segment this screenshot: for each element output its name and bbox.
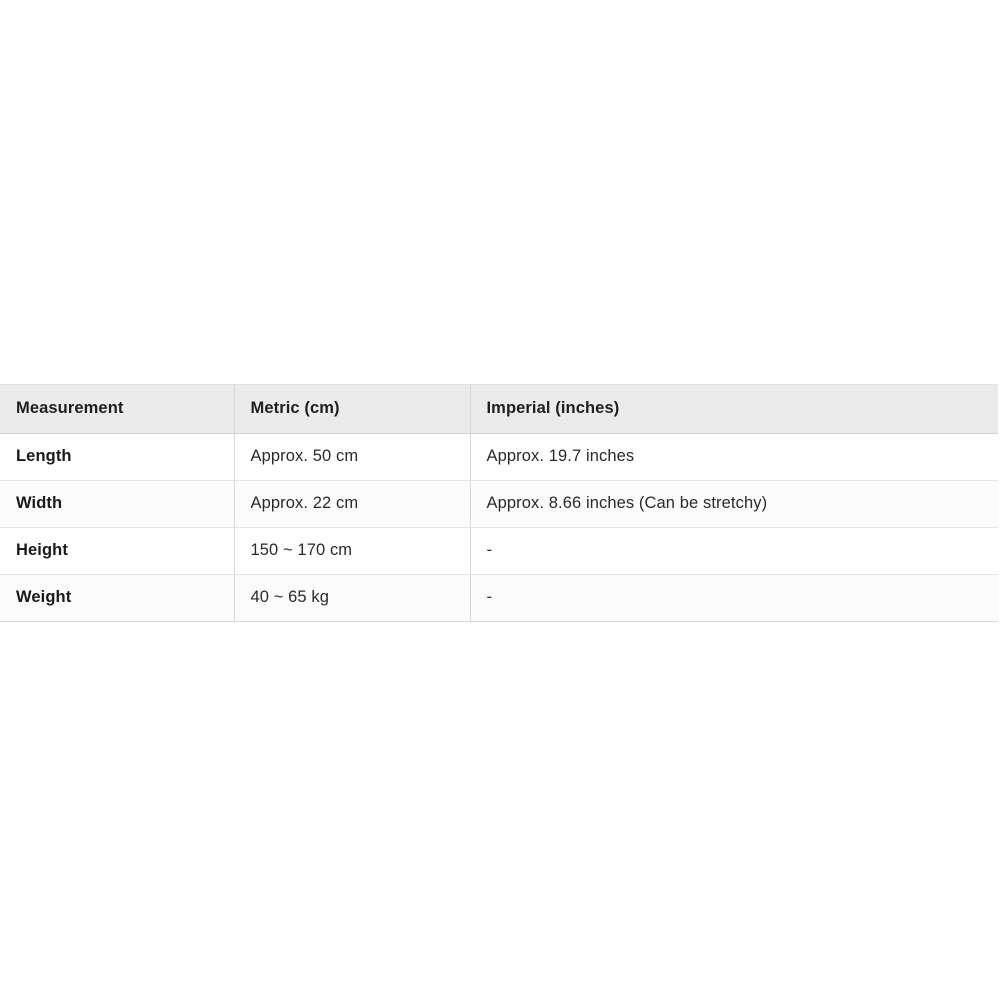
table-row [0,481,998,528]
column-header-imperial: Imperial (inches) [470,385,998,434]
row-label-height: Height [0,528,234,575]
table-header [0,385,998,434]
row-imperial-length: Approx. 19.7 inches [470,434,998,481]
row-imperial-height: - [470,528,998,575]
row-metric-length: Approx. 50 cm [234,434,470,481]
row-label-length: Length [0,434,234,481]
row-label-width: Width [0,481,234,528]
row-label-weight: Weight [0,575,234,622]
table-row [0,434,998,481]
row-imperial-width: Approx. 8.66 inches (Can be stretchy) [470,481,998,528]
measurement-table-container [0,384,998,622]
column-header-metric: Metric (cm) [234,385,470,434]
row-metric-height: 150 ~ 170 cm [234,528,470,575]
table-row [0,575,998,622]
table-body [0,434,998,622]
row-metric-width: Approx. 22 cm [234,481,470,528]
measurement-table [0,384,998,622]
table-row [0,528,998,575]
column-header-measurement: Measurement [0,385,234,434]
row-imperial-weight: - [470,575,998,622]
table-header-row [0,385,998,434]
row-metric-weight: 40 ~ 65 kg [234,575,470,622]
